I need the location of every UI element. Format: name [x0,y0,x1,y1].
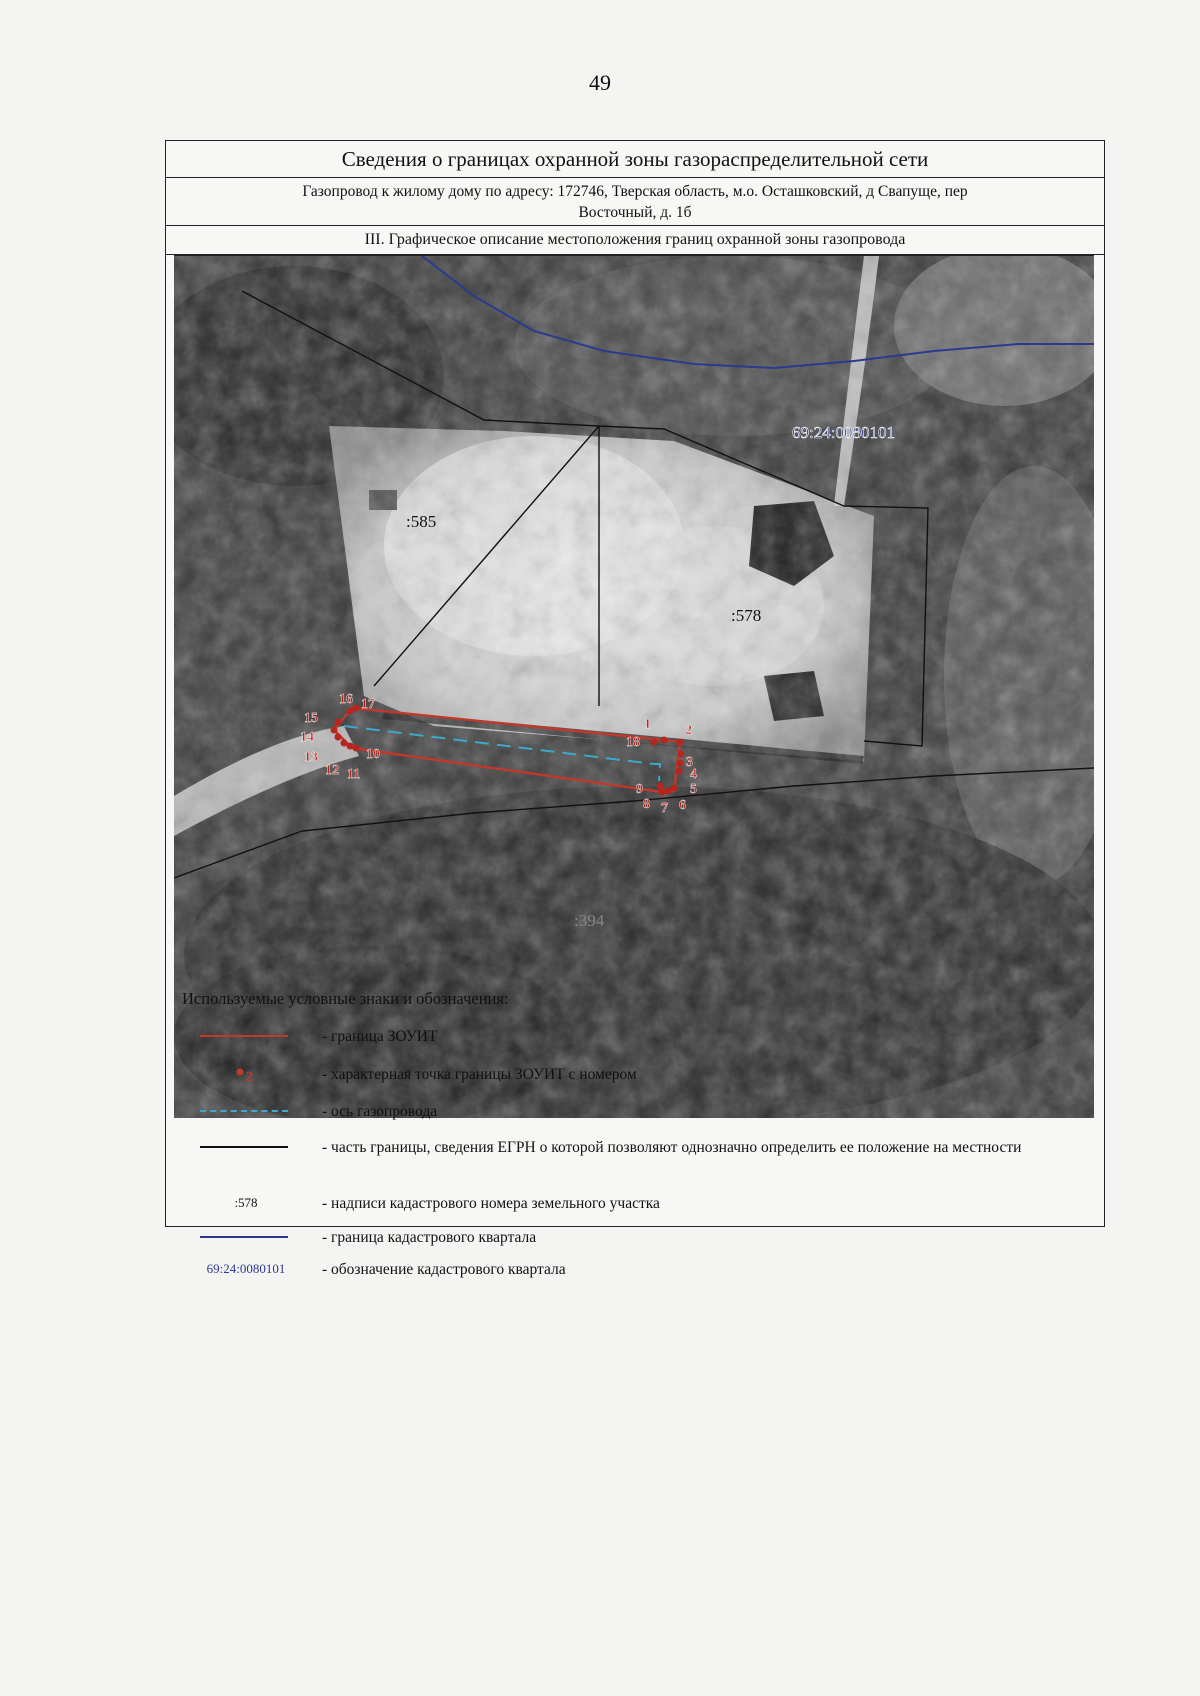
page-number: 49 [589,70,611,95]
zone-point-label-17: 17 [361,697,375,712]
zone-point-2 [677,739,684,746]
zone-point-label-14: 14 [300,730,314,745]
zone-point-15 [335,719,342,726]
zone-point-label-18: 18 [626,735,640,750]
zone-point-18 [651,739,658,746]
zone-point-label-6: 6 [679,798,686,813]
section-title: III. Графическое описание местоположения границ охранной зоны газопровода [166,226,1104,255]
black-line-symbol [200,1146,288,1148]
parcel-label-394: :394 [574,911,605,930]
zone-point-1 [661,737,668,744]
zone-point-label-2: 2 [685,723,692,738]
zone-point-6 [671,785,678,792]
zone-point-label-1: 1 [644,717,651,732]
legend-title: Используемые условные знаки и обозначения: [182,989,509,1008]
document-title: Сведения о границах охранной зоны газораспределительной сети [166,141,1104,178]
zone-point-label-8: 8 [643,797,650,812]
legend-text: - характерная точка границы ЗОУИТ с номером [322,1066,637,1083]
zone-point-label-10: 10 [366,747,380,762]
red-line-symbol [200,1035,288,1037]
object-line-2: Восточный, д. 1б [578,204,692,221]
zone-point-11 [347,743,354,750]
object-line-1: Газопровод к жилому дому по адресу: 172746, Тверская область, м.о. Осташковский, д Свапуще, пер [302,183,968,200]
zone-point-9 [657,783,664,790]
zone-point-label-13: 13 [304,750,318,765]
zone-point-label-15: 15 [304,711,318,726]
parcel-label-585: :585 [406,512,437,531]
legend-text: - обозначение кадастрового квартала [322,1261,566,1278]
document-frame [165,140,1105,1278]
zone-point-7 [665,788,672,795]
zone-point-label-12: 12 [325,763,339,778]
red-point-symbol [182,1064,310,1086]
parcel-label-578: :578 [731,606,762,625]
zone-point-label-5: 5 [690,782,697,797]
zone-point-3 [678,751,685,758]
red-point-symbol-label: 2 [246,1070,253,1085]
blue-line-symbol [200,1236,288,1238]
cyan-dash-symbol [200,1110,288,1112]
zone-point-label-9: 9 [636,782,643,797]
legend-text: - граница кадастрового квартала [322,1229,537,1246]
zone-point-4 [677,760,684,767]
legend-text: - надписи кадастрового номера земельного участка [322,1195,660,1212]
zone-point-10 [353,745,360,752]
zone-point-label-7: 7 [661,801,668,816]
object-description [166,178,1104,226]
quarter-label-symbol: 69:24:0080101 [206,1261,286,1276]
zone-point-label-3: 3 [686,755,693,770]
quarter-label: 69:24:0080101 [792,423,895,442]
zone-point-label-4: 4 [690,767,697,782]
zone-point-5 [676,768,683,775]
zone-point-12 [341,740,348,747]
zone-point-14 [331,727,338,734]
zone-point-16 [347,708,354,715]
zone-point-label-11: 11 [347,767,361,782]
legend-text: - ось газопровода [322,1103,438,1120]
parcel-label-symbol: :578 [234,1195,258,1210]
zone-point-label-16: 16 [339,692,353,707]
legend-text: - граница ЗОУИТ [322,1028,438,1045]
zone-point-8 [659,789,666,796]
legend-text: - часть границы, сведения ЕГРН о которой позволяют однозначно определить ее положение на местности [322,1139,1022,1156]
zone-point-13 [335,734,342,741]
zone-point-17 [353,705,360,712]
